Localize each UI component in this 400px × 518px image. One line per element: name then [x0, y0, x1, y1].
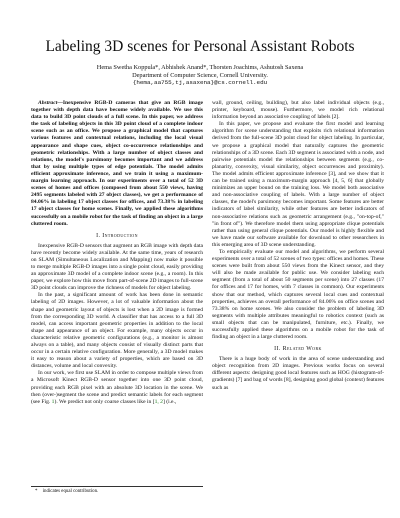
intro-p3-text-a: In our work, we first use SLAM in order to compose multiple views from a Microsoft Kinect RGB-D sensor together into one 3D point cloud, providing each RGB pixel with an absolute 3D location in the scene. We then (over-)segment the scene and predict semantic labels for each segment (see Fig.: [31, 370, 203, 405]
footnote-text: indicates equal contribution.: [42, 489, 99, 494]
section-heading-introduction: I. Introduction: [96, 232, 138, 239]
abstract: [31, 100, 203, 228]
figure-ref-link[interactable]: 1: [51, 398, 55, 405]
right-column: [212, 100, 384, 500]
affiliation: Department of Computer Science, Cornell University.: [132, 71, 268, 79]
intro-paragraph-1: Inexpensive RGB-D sensors that augment an RGB image with depth data have recently become widely available. At the same time, years of research on SLAM (Simultaneous Localization and Mapping) now make it possible to merge multiple RGB-D images into a single point cloud, easily providing an approximate 3D model of a complete indoor scene (e.g., a room). In this paper, we explore how this move from part-of-scene 2D images to full-scene 3D point clouds can improve the richness of models for object labeling.: [31, 242, 203, 292]
footnote-marker: *: [35, 489, 38, 494]
section-heading-related-work: II. Related Work: [274, 346, 322, 353]
paper-title: Labeling 3D scenes for Personal Assistant Robots: [45, 38, 355, 55]
abstract-text: —Inexpensive RGB-D cameras that give an RGB image together with depth data have become widely available. We use this data to build 3D point clouds of a full scene. In this paper, we address the task of labeling objects in this 3D point cloud of a complete indoor scene such as an office. We propose a graphical model that captures various features and contextual relations, including the local visual appearance and shape cues, object co-occurrence relationships and geometric relationships. With a large number of object classes and relations, the model's parsimony becomes important and we address that by using multiple types of edge potentials. The model admits efficient approximate inference, and we train it using a maximum-margin learning approach. In our experiments over a total of 52 3D scenes of homes and offices (composed from about 550 views, having 2495 segments labeled with 27 object classes), we get a performance of 84.06% in labeling 17 object classes for offices, and 73.38% in labeling 17 object classes for home scenes. Finally, we applied these algorithms successfully on a mobile robot for the task of finding an object in a large cluttered room.: [31, 100, 203, 227]
abstract-label: Abstract: [38, 100, 58, 106]
intro-paragraph-3: [31, 370, 203, 405]
right-paragraph-3: To empirically evaluate our model and algorithms, we perform several experiments over a total of 52 scenes of two types: offices and homes. These scenes were built from about 550 views from the Kinect sensor, and they will also be made available for public use. We consider labeling each segment (from a total of about 50 segments per scene) into 27 classes (17 for offices and 17 for homes, with 7 classes in common). Our experiments show that our method, which captures several local cues and contextual properties, achieves an overall performance of 84.06% on office scenes and 73.38% on home scenes. We also consider the problem of labeling 3D segments with multiple attributes meaningful to robotics context (such as small objects that can be manipulated, furniture, etc.). Finally, we successfully applied these algorithms on a mobile robot for the task of finding an object in a large cluttered room.: [212, 248, 384, 341]
author-block: [0, 64, 400, 87]
author-email: {hema,aa755,tj,asaxena}@cs.cornell.edu: [132, 79, 268, 87]
intro-p3-text-b: ). We predict not only coarse classes like in [: [54, 398, 155, 405]
footnote: [31, 486, 203, 495]
author-names: Hema Swetha Koppula*, Abhishek Anand*, Thorsten Joachims, Ashutosh Saxena: [96, 64, 304, 71]
related-work-paragraph: There is a huge body of work in the area of scene understanding and object recognition from 2D images. Previous works focus on several different aspects: designing good local features such as HOG (histogram-of-gradients) [7] and bag of words [8], designing good global (context) features such as: [212, 356, 384, 391]
right-paragraph-2: In this paper, we propose and evaluate the first model and learning algorithm for scene understanding that exploits rich relational information derived from the full-scene 3D point cloud for object labeling. In particular, we propose a graphical model that naturally captures the geometric relationships of a 3D scene. Each 3D segment is associated with a node, and pairwise potentials model the relationships between segments (e.g., co-planarity, convexity, visual similarity, object occurrences and proximity). The model admits efficient approximate inference [3], and we show that it can be trained using a maximum-margin approach [4, 5, 6] that globally minimizes an upper bound on the training loss. We model both associative and non-associative coupling of labels. With a large number of object classes, the model's parsimony becomes important. Some features are better indicators of label similarity, while other features are better indicators of non-associative relations such as geometric arrangement (e.g., "on-top-of," "in front of"). We therefore model them using appropriate clique potentials rather than using general clique potentials. Our model is highly flexible and we have made our software available for download to other researchers in this emerging area of 3D scene understanding.: [212, 121, 384, 248]
intro-p3-text-c: ] (i.e.,: [162, 398, 177, 405]
citation-link[interactable]: 1, 2: [154, 398, 163, 405]
right-paragraph-1: wall, ground, ceiling, building), but also label individual objects (e.g., printer, keyboard, mouse). Furthermore, we model rich relational information beyond an associative coupling of labels [2].: [212, 100, 384, 121]
left-column: [31, 100, 203, 500]
intro-paragraph-2: In the past, a significant amount of work has been done in semantic labeling of 2D images. However, a lot of valuable information about the shape and geometric layout of objects is lost when a 2D image is formed from the corresponding 3D world. A classifier that has access to a full 3D model, can access important geometric properties in addition to the local shape and appearance of an object. For example, many objects occur in characteristic relative geometric configurations (e.g., a monitor is almost always on a table), and many objects consist of visually distinct parts that occur in a certain relative configuration. More generally, a 3D model makes it easy to reason about a variety of properties, which are based on 3D distances, volume and local convexity.: [31, 292, 203, 370]
